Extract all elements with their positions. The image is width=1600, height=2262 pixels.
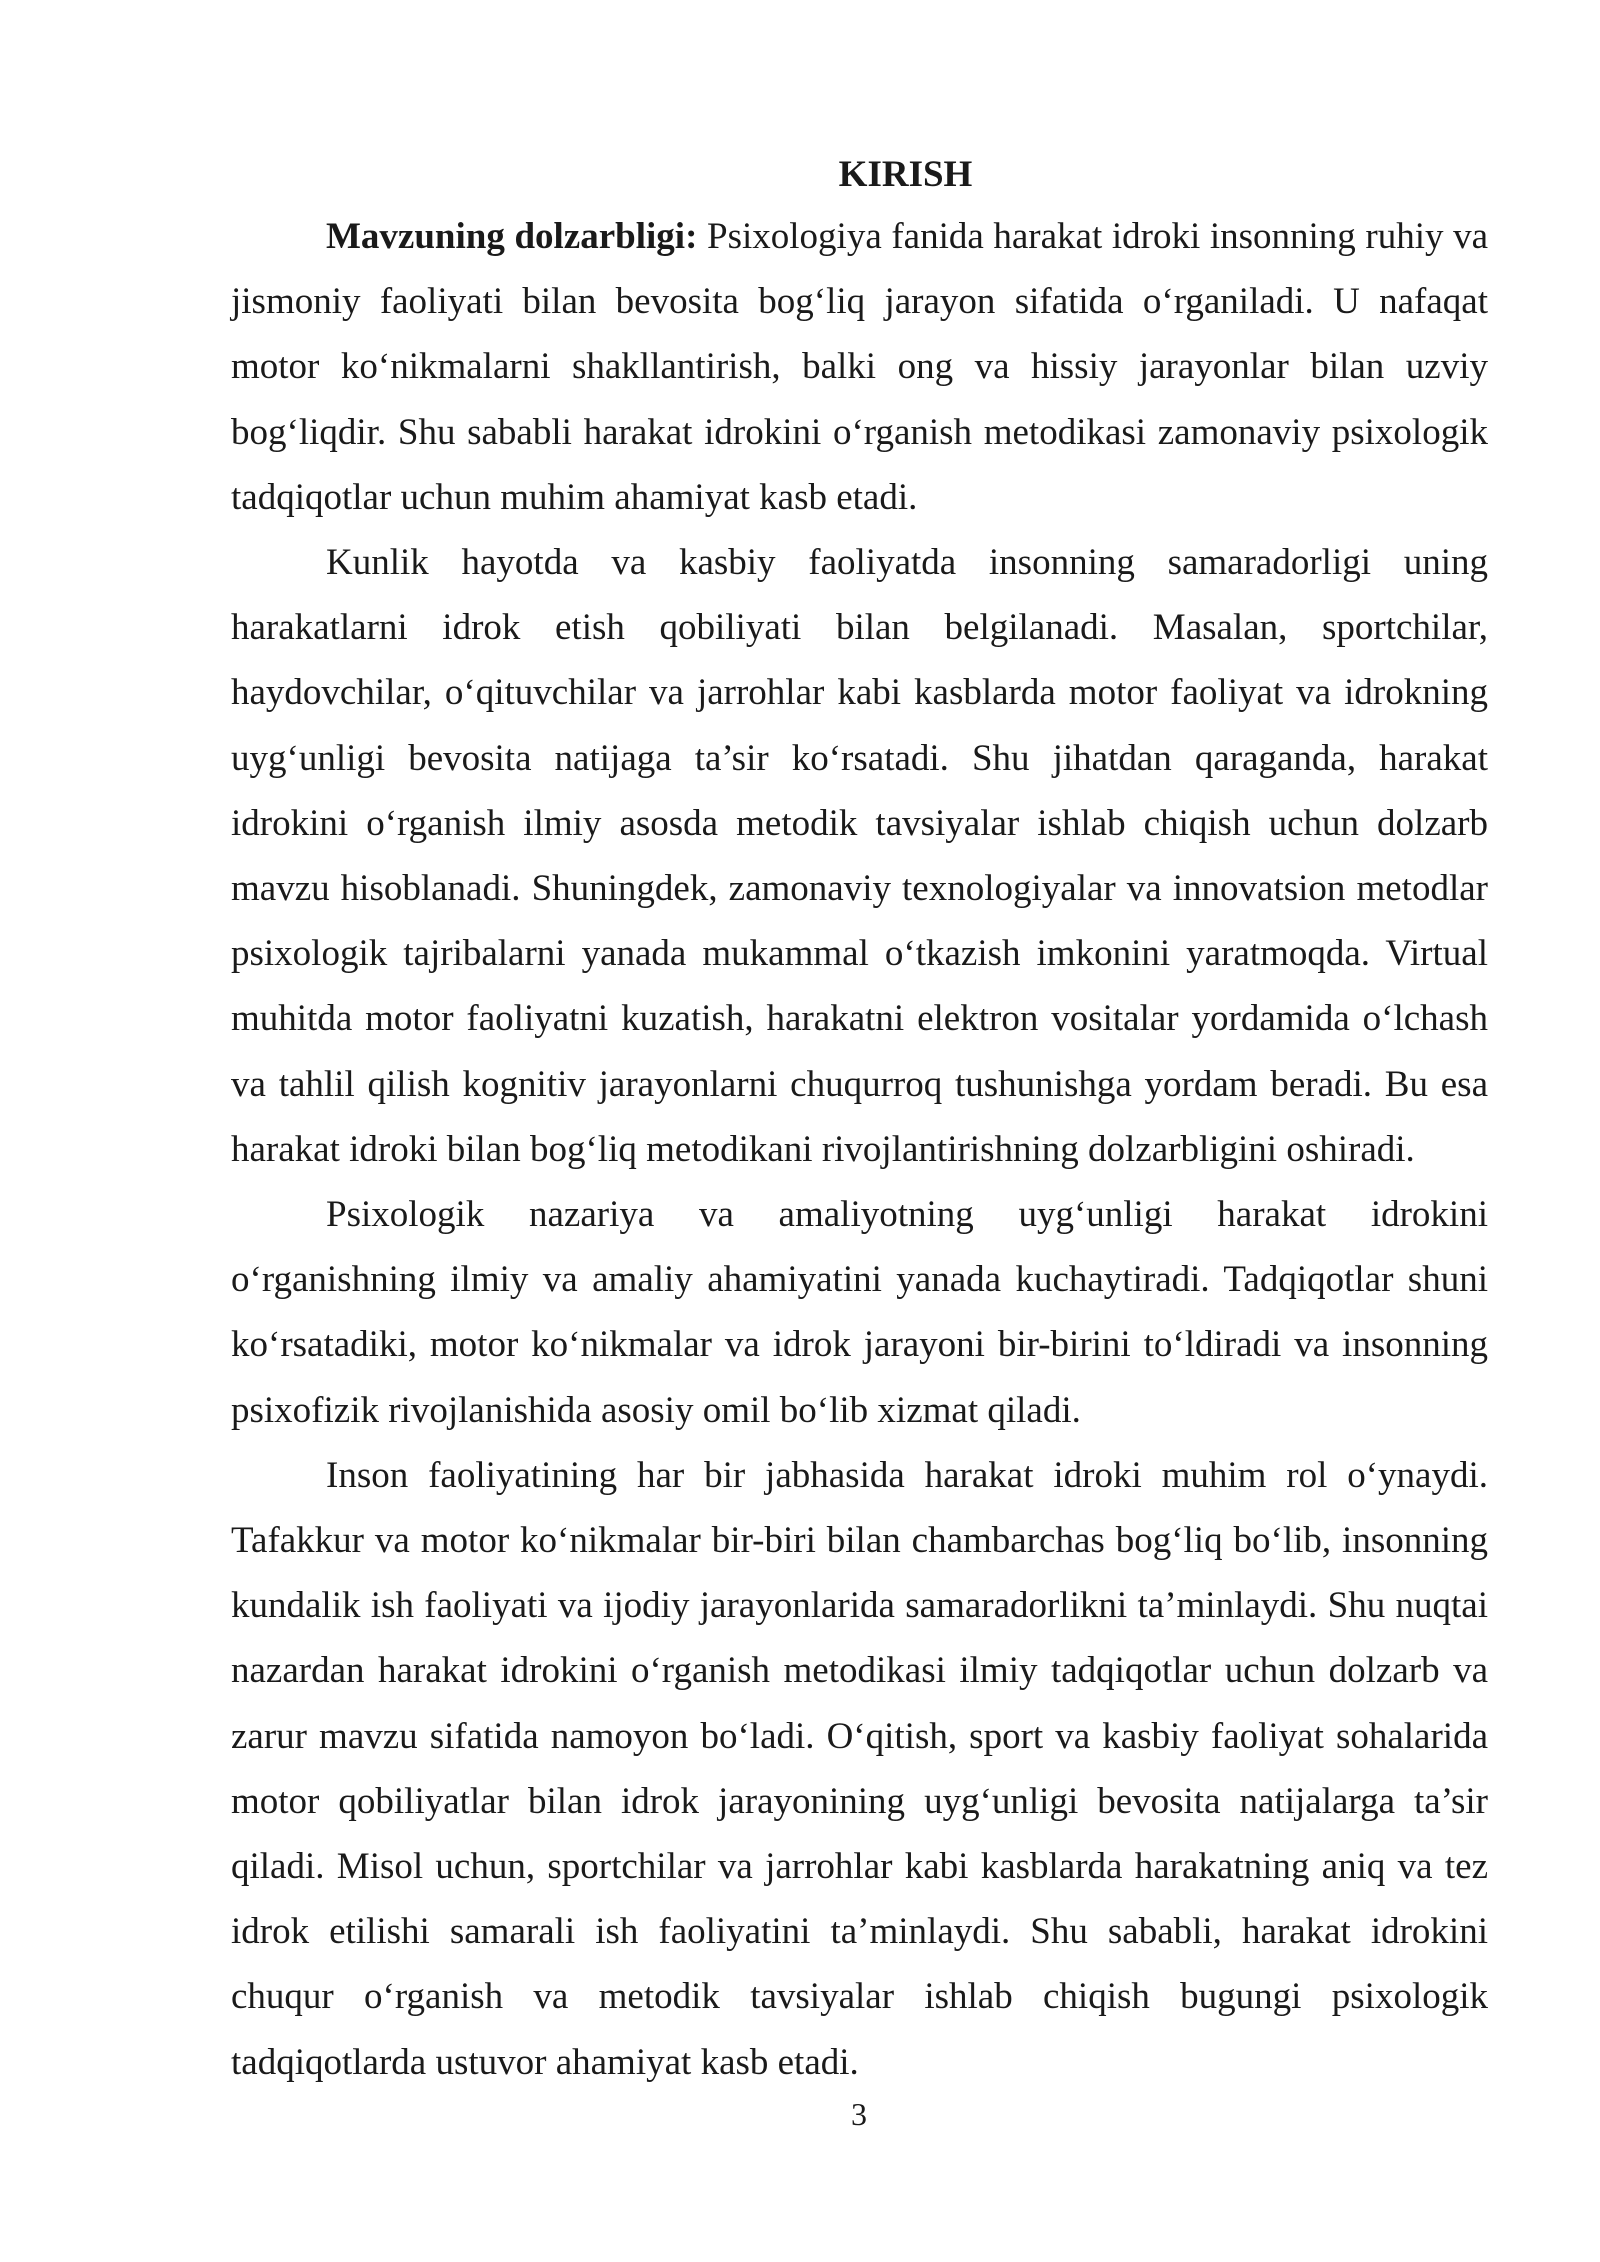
paragraph: Inson faoliyatining har bir jabhasida harakat idroki muhim rol o‘ynaydi. Tafakkur va motor ko‘nikmalar bir-biri bilan chambarchas bog‘liq bo‘lib, insonning kundalik ish faoliyati va ijodiy jarayonlarida samaradorlikni ta’minlaydi. Shu nuqtai nazardan harakat idrokini o‘rganish metodikasi ilmiy tadqiqotlar uchun dolzarb va zarur mavzu sifatida namoyon bo‘ladi. O‘qitish, sport va kasbiy faoliyat sohalarida motor qobiliyatlar bilan idrok jarayonining uyg‘unligi bevosita natijalarga ta’sir qiladi. Misol uchun, sportchilar va jarrohlar kabi kasblarda harakatning aniq va tez idrok etilishi samarali ish faoliyatini ta’minlaydi. Shu sababli, harakat idrokini chuqur o‘rganish va metodik tavsiyalar ishlab chiqish bugungi psixologik tadqiqotlarda ustuvor ahamiyat kasb etadi. bbox=[231, 1454, 1488, 2083]
section-heading: KIRISH bbox=[838, 154, 973, 195]
paragraph-lead: Mavzuning dolzarbligi: bbox=[326, 216, 698, 257]
paragraph: Kunlik hayotda va kasbiy faoliyatda insonning samaradorligi uning harakatlarni idrok etish qobiliyati bilan belgilanadi. Masalan, sportchilar, haydovchilar, o‘qituvchilar va jarrohlar kabi kasblarda motor faoliyat va idrokning uyg‘unligi bevosita natijaga ta’sir ko‘rsatadi. Shu jihatdan qaraganda, harakat idrokini o‘rganish ilmiy asosda metodik tavsiyalar ishlab chiqish uchun dolzarb mavzu hisoblanadi. Shuningdek, zamonaviy texnologiyalar va innovatsion metodlar psixologik tajribalarni yanada mukammal o‘tkazish imkonini yaratmoqda. Virtual muhitda motor faoliyatni kuzatish, harakatni elektron vositalar yordamida o‘lchash va tahlil qilish kognitiv jarayonlarni chuqurroq tushunishga yordam beradi. Bu esa harakat idroki bilan bog‘liq metodikani rivojlantirishning dolzarbligini oshiradi. bbox=[231, 542, 1488, 1170]
paragraph: Psixologik nazariya va amaliyotning uyg‘unligi harakat idrokini o‘rganishning ilmiy va amaliy ahamiyatini yanada kuchaytiradi. Tadqiqotlar shuni ko‘rsatadiki, motor ko‘nikmalar va idrok jarayoni bir-birini to‘ldiradi va insonning psixofizik rivojlanishida asosiy omil bo‘lib xizmat qiladi. bbox=[231, 1194, 1488, 1431]
paragraph-text: Psixologiya fanida harakat idroki insonning ruhiy va jismoniy faoliyati bilan bevosita bog‘liq jarayon sifatida o‘rganiladi. U nafaqat motor ko‘nikmalarni shakllantirish, balki ong va hissiy jarayonlar bilan uzviy bog‘liqdir. Shu sababli harakat idrokini o‘rganish metodikasi zamonaviy psixologik tadqiqotlar uchun muhim ahamiyat kasb etadi. bbox=[231, 216, 1488, 518]
paragraph-relevance bbox=[231, 204, 1488, 530]
page-content bbox=[231, 146, 1488, 2095]
page-number: 3 bbox=[851, 2096, 867, 2132]
